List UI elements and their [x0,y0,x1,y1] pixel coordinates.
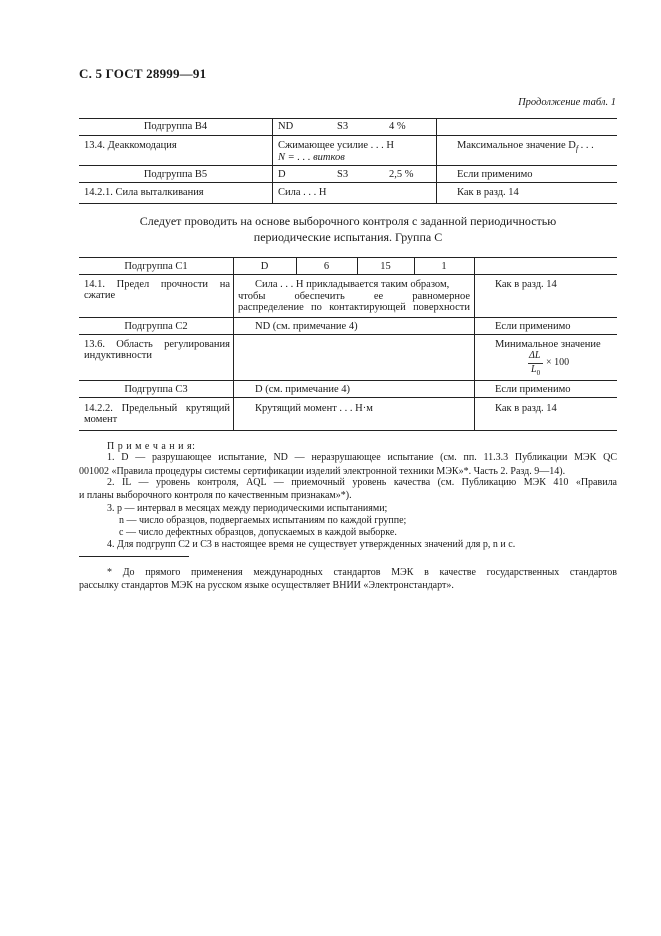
subgroup-b4-code: ND [278,121,294,132]
row-ejection-force-req: Как в разд. 14 [457,187,519,198]
row-compression-name-1: 14.1. Предел прочности на [84,279,230,290]
row-compression-name-2: сжатие [84,290,116,301]
footnote-line-2: рассылку стандартов МЭК на русском языке осуществляет ВНИИ «Электронстандарт». [79,580,454,591]
row-deaccommodation-name: 13.4. Деаккомодация [84,140,177,151]
subgroup-c2-label: Подгруппа С2 [124,321,188,332]
note-2-line-2: и планы выборочного контроля по качественным признакам»*). [79,490,352,501]
subgroup-b5-label: Подгруппа В5 [143,169,208,180]
subgroup-c3-code: D (см. примечание 4) [255,384,351,395]
subgroup-b4-s: S3 [337,121,349,132]
subgroup-c1-code: D [260,261,269,272]
row-torque-name-1: 14.2.2. Предельный крутящий [84,403,230,414]
row-inductance-name-2: индуктивности [84,350,152,361]
subgroup-b5-pct: 2,5 % [389,169,414,180]
note-2-line-1: 2. IL — уровень контроля, AQL — приемочный уровень качества (см. Публикацию МЭК 410 «Правила [107,477,617,488]
footnote-divider [79,556,189,557]
subgroup-b5-req: Если применимо [457,169,533,180]
subgroup-b5-s: S3 [337,169,349,180]
table-continuation-label: Продолжение табл. 1 [518,97,616,108]
row-compression-req: Как в разд. 14 [495,279,557,290]
row-deaccommodation-cond-1: Сжимающее усилие . . . Н [278,140,394,151]
note-1-line-2: 001002 «Правила процедуры системы сертификации изделий электронной техники МЭК»*. Часть 2. Разд. 9—14). [79,466,566,477]
row-compression-cond-2: чтобы обеспечить ее равномерное [238,291,470,302]
subgroup-c1-n: 15 [380,261,391,272]
subgroup-b5-code: D [278,169,286,180]
subgroup-c2-code: ND (см. примечание 4) [255,321,358,332]
periodic-tests-line-2: периодические испытания. Группа С [253,230,443,244]
row-deaccommodation-cond-2: N = . . . витков [278,152,345,163]
row-compression-cond-3: распределение по контактирующей поверхности [238,302,470,313]
note-3-line-1: 3. p — интервал в месяцах между периодическими испытаниями; [107,503,388,514]
note-1-line-1: 1. D — разрушающее испытание, ND — неразрушающее испытание (см. пп. 11.3.3 Публикации МЭК QC [107,452,617,463]
periodic-tests-line-1: Следует проводить на основе выборочного контроля с заданной периодичностью [139,214,557,228]
subgroup-c1-c: 1 [441,261,447,272]
footnote-line-1: * До прямого применения международных стандартов МЭК в качестве государственных стандартов [107,567,617,578]
subgroup-c3-label: Подгруппа С3 [124,384,188,395]
row-torque-req: Как в разд. 14 [495,403,557,414]
row-inductance-req: Минимальное значение [495,339,601,350]
row-compression-cond-1: Сила . . . Н прикладывается таким образом, [255,279,450,290]
subgroup-b4-pct: 4 % [389,121,406,132]
note-3-line-3: c — число дефектных образцов, допускаемых в каждой выборке. [119,527,397,538]
row-ejection-force-name: 14.2.1. Сила выталкивания [84,187,204,198]
subgroup-c3-req: Если применимо [495,384,571,395]
subgroup-c1-label: Подгруппа С1 [124,261,188,272]
row-inductance-name-1: 13.6. Область регулирования [84,339,230,350]
row-torque-name-2: момент [84,414,118,425]
page-header: С. 5 ГОСТ 28999—91 [79,66,207,81]
note-3-line-2: n — число образцов, подвергаемых испытаниям по каждой группе; [119,515,407,526]
row-deaccommodation-req: Максимальное значение $D_f$ . . . [457,140,594,154]
subgroup-c2-req: Если применимо [495,321,571,332]
subgroup-b4-label: Подгруппа В4 [143,121,208,132]
row-ejection-force-cond: Сила . . . Н [278,187,327,198]
row-torque-cond: Крутящий момент . . . Н·м [255,403,373,414]
notes-title: П р и м е ч а н и я: [107,441,196,452]
subgroup-c1-p: 6 [323,261,330,272]
note-4: 4. Для подгрупп С2 и С3 в настоящее время не существует утвержденных значений для p, n и c. [107,539,516,550]
